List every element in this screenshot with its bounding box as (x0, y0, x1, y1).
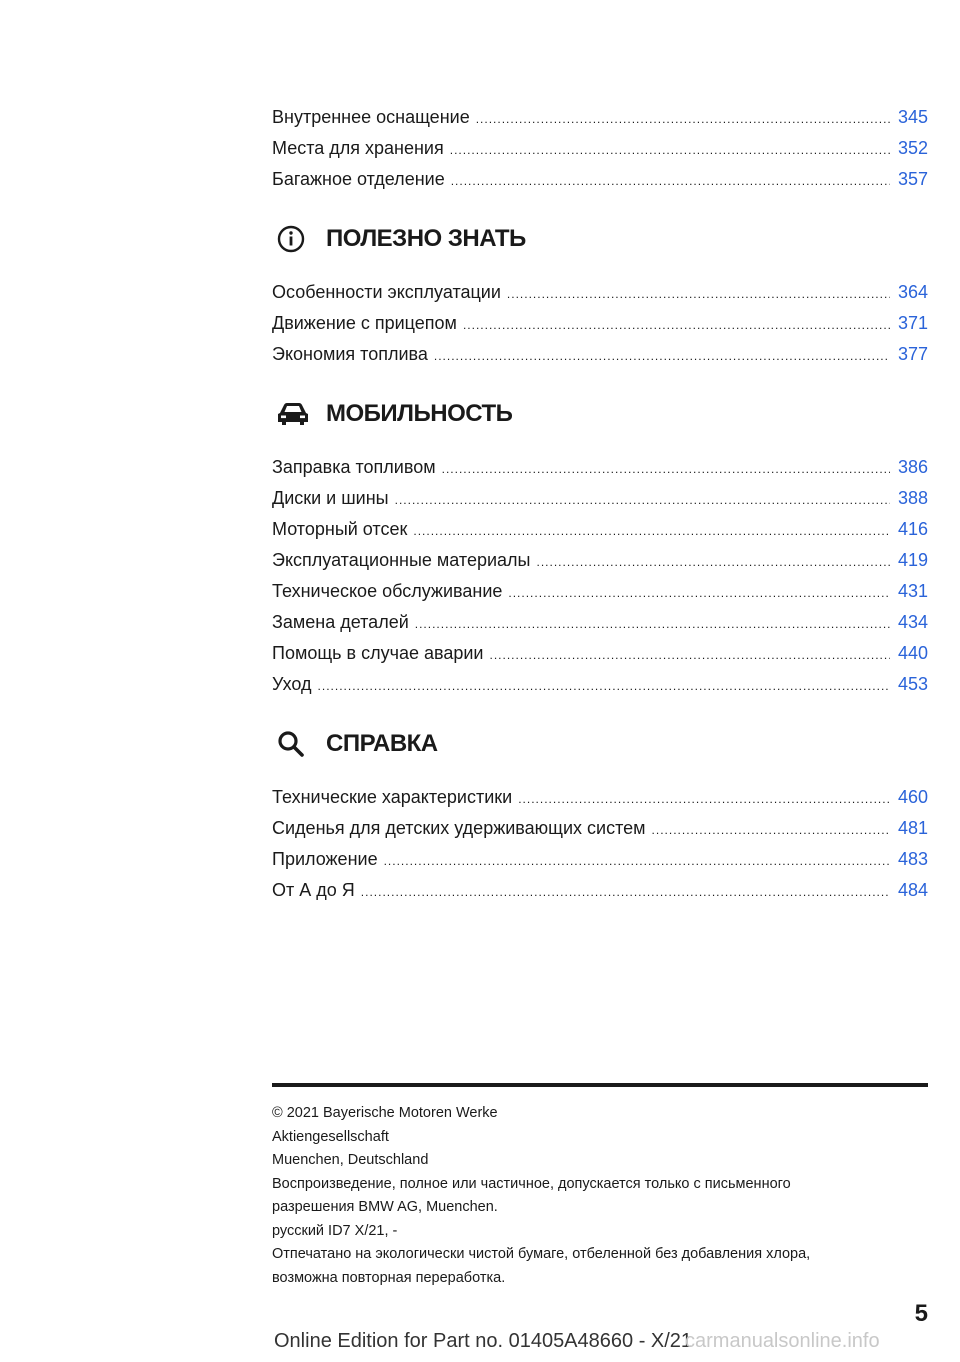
toc-entry-page[interactable]: 483 (897, 849, 928, 869)
toc-entry-title: Технические характеристики (272, 787, 513, 807)
leader-dots (442, 454, 890, 485)
toc-entry-page[interactable]: 416 (897, 519, 928, 539)
toc-entry-title: Движение с прицепом (272, 313, 457, 333)
toc-entry[interactable] (272, 102, 928, 133)
toc-entry-title: Приложение (272, 849, 378, 869)
toc-entry-page[interactable]: 357 (897, 169, 928, 189)
leader-dots (413, 516, 890, 547)
toc-entry[interactable] (272, 339, 928, 370)
leader-dots (537, 547, 890, 578)
toc-group-reference (272, 782, 928, 906)
toc-entry[interactable] (272, 133, 928, 164)
toc-entry-page[interactable]: 371 (897, 313, 928, 333)
toc-entry-title: Эксплуатационные материалы (272, 550, 531, 570)
imprint (272, 1102, 928, 1290)
leader-dots (518, 784, 890, 815)
leader-dots (652, 815, 890, 846)
imprint-line: © 2021 Bayerische Motoren Werke (272, 1105, 498, 1121)
toc-entry-page[interactable]: 481 (897, 818, 928, 838)
toc-entry-title: Заправка топливом (272, 457, 436, 477)
imprint-line: Aktiengesellschaft (272, 1128, 389, 1145)
section-title: ПОЛЕЗНО ЗНАТЬ (326, 225, 526, 252)
toc-entry-title: Сиденья для детских удерживающих систем (272, 818, 646, 838)
toc-entry[interactable] (272, 452, 928, 483)
toc-entry-page[interactable]: 364 (897, 282, 928, 302)
toc-entry[interactable] (272, 545, 928, 576)
toc-entry[interactable] (272, 576, 928, 607)
toc-entry[interactable] (272, 813, 928, 844)
toc-entry-title: Внутреннее оснащение (272, 107, 470, 127)
toc-entry-page[interactable]: 419 (897, 550, 928, 570)
toc-entry[interactable] (272, 844, 928, 875)
leader-dots (395, 485, 890, 516)
toc-entry-title: Моторный отсек (272, 519, 408, 539)
toc-entry-page[interactable]: 345 (897, 107, 928, 127)
leader-dots (451, 166, 890, 197)
leader-dots (463, 310, 890, 341)
toc-entry[interactable] (272, 483, 928, 514)
toc-entry[interactable] (272, 277, 928, 308)
search-icon (276, 729, 316, 759)
section-heading-reference (272, 727, 928, 761)
toc-entry[interactable] (272, 164, 928, 195)
toc-entry-title: Особенности эксплуатации (272, 282, 501, 302)
imprint-line: Muenchen, Deutschland (272, 1152, 429, 1168)
toc-entry[interactable] (272, 669, 928, 700)
page-number: 5 (914, 1300, 928, 1327)
toc-group-useful (272, 277, 928, 370)
edition-line: Online Edition for Part no. 01405A48660 - X/21 (274, 1330, 693, 1352)
toc-entry-page[interactable]: 434 (897, 612, 928, 632)
toc-entry-title: Экономия топлива (272, 344, 428, 364)
section-title: МОБИЛЬНОСТЬ (326, 400, 513, 427)
section-title: СПРАВКА (326, 730, 438, 757)
car-icon (276, 401, 316, 427)
toc-entry[interactable] (272, 308, 928, 339)
leader-dots (361, 877, 890, 908)
leader-dots (508, 578, 890, 609)
toc-entry-page[interactable]: 460 (897, 787, 928, 807)
toc-entry-page[interactable]: 388 (897, 488, 928, 508)
imprint-line: Воспроизведение, полное или частичное, допускается только с письменного (272, 1175, 791, 1192)
imprint-line: Отпечатано на экологически чистой бумаге, отбеленной без добавления хлора, (272, 1246, 811, 1262)
toc-entry-page[interactable]: 484 (897, 880, 928, 900)
leader-dots (507, 279, 890, 310)
toc-entry-title: Места для хранения (272, 138, 444, 158)
toc-entry-title: От А до Я (272, 880, 355, 900)
section-heading-useful (272, 222, 928, 256)
toc-entry-title: Уход (272, 674, 312, 694)
toc-entry[interactable] (272, 875, 928, 906)
toc-group-interior (272, 102, 928, 195)
toc-entry[interactable] (272, 638, 928, 669)
imprint-line: русский ID7 X/21, - (272, 1222, 398, 1239)
leader-dots (318, 671, 890, 702)
toc-entry[interactable] (272, 607, 928, 638)
toc-entry-title: Помощь в случае аварии (272, 643, 484, 663)
section-heading-mobility (272, 397, 928, 431)
toc-entry-page[interactable]: 377 (897, 344, 928, 364)
toc-entry[interactable] (272, 782, 928, 813)
toc-entry-title: Замена деталей (272, 612, 409, 632)
leader-dots (490, 640, 890, 671)
toc-entry-page[interactable]: 431 (897, 581, 928, 601)
leader-dots (434, 341, 890, 372)
toc-entry-page[interactable]: 386 (897, 457, 928, 477)
toc-entry-page[interactable]: 453 (897, 674, 928, 694)
toc-entry-title: Багажное отделение (272, 169, 445, 189)
watermark: carmanualsonline.info (685, 1330, 880, 1352)
table-of-contents (272, 102, 928, 906)
imprint-line: разрешения BMW AG, Muenchen. (272, 1199, 498, 1215)
footer-divider (272, 1083, 928, 1087)
leader-dots (476, 104, 890, 135)
toc-group-mobility (272, 452, 928, 700)
toc-entry[interactable] (272, 514, 928, 545)
toc-entry-page[interactable]: 440 (897, 643, 928, 663)
info-icon (276, 224, 316, 254)
imprint-line: возможна повторная переработка. (272, 1269, 506, 1286)
toc-entry-title: Диски и шины (272, 488, 389, 508)
leader-dots (384, 846, 890, 877)
leader-dots (450, 135, 890, 166)
leader-dots (415, 609, 890, 640)
toc-entry-title: Техническое обслуживание (272, 581, 503, 601)
toc-entry-page[interactable]: 352 (897, 138, 928, 158)
